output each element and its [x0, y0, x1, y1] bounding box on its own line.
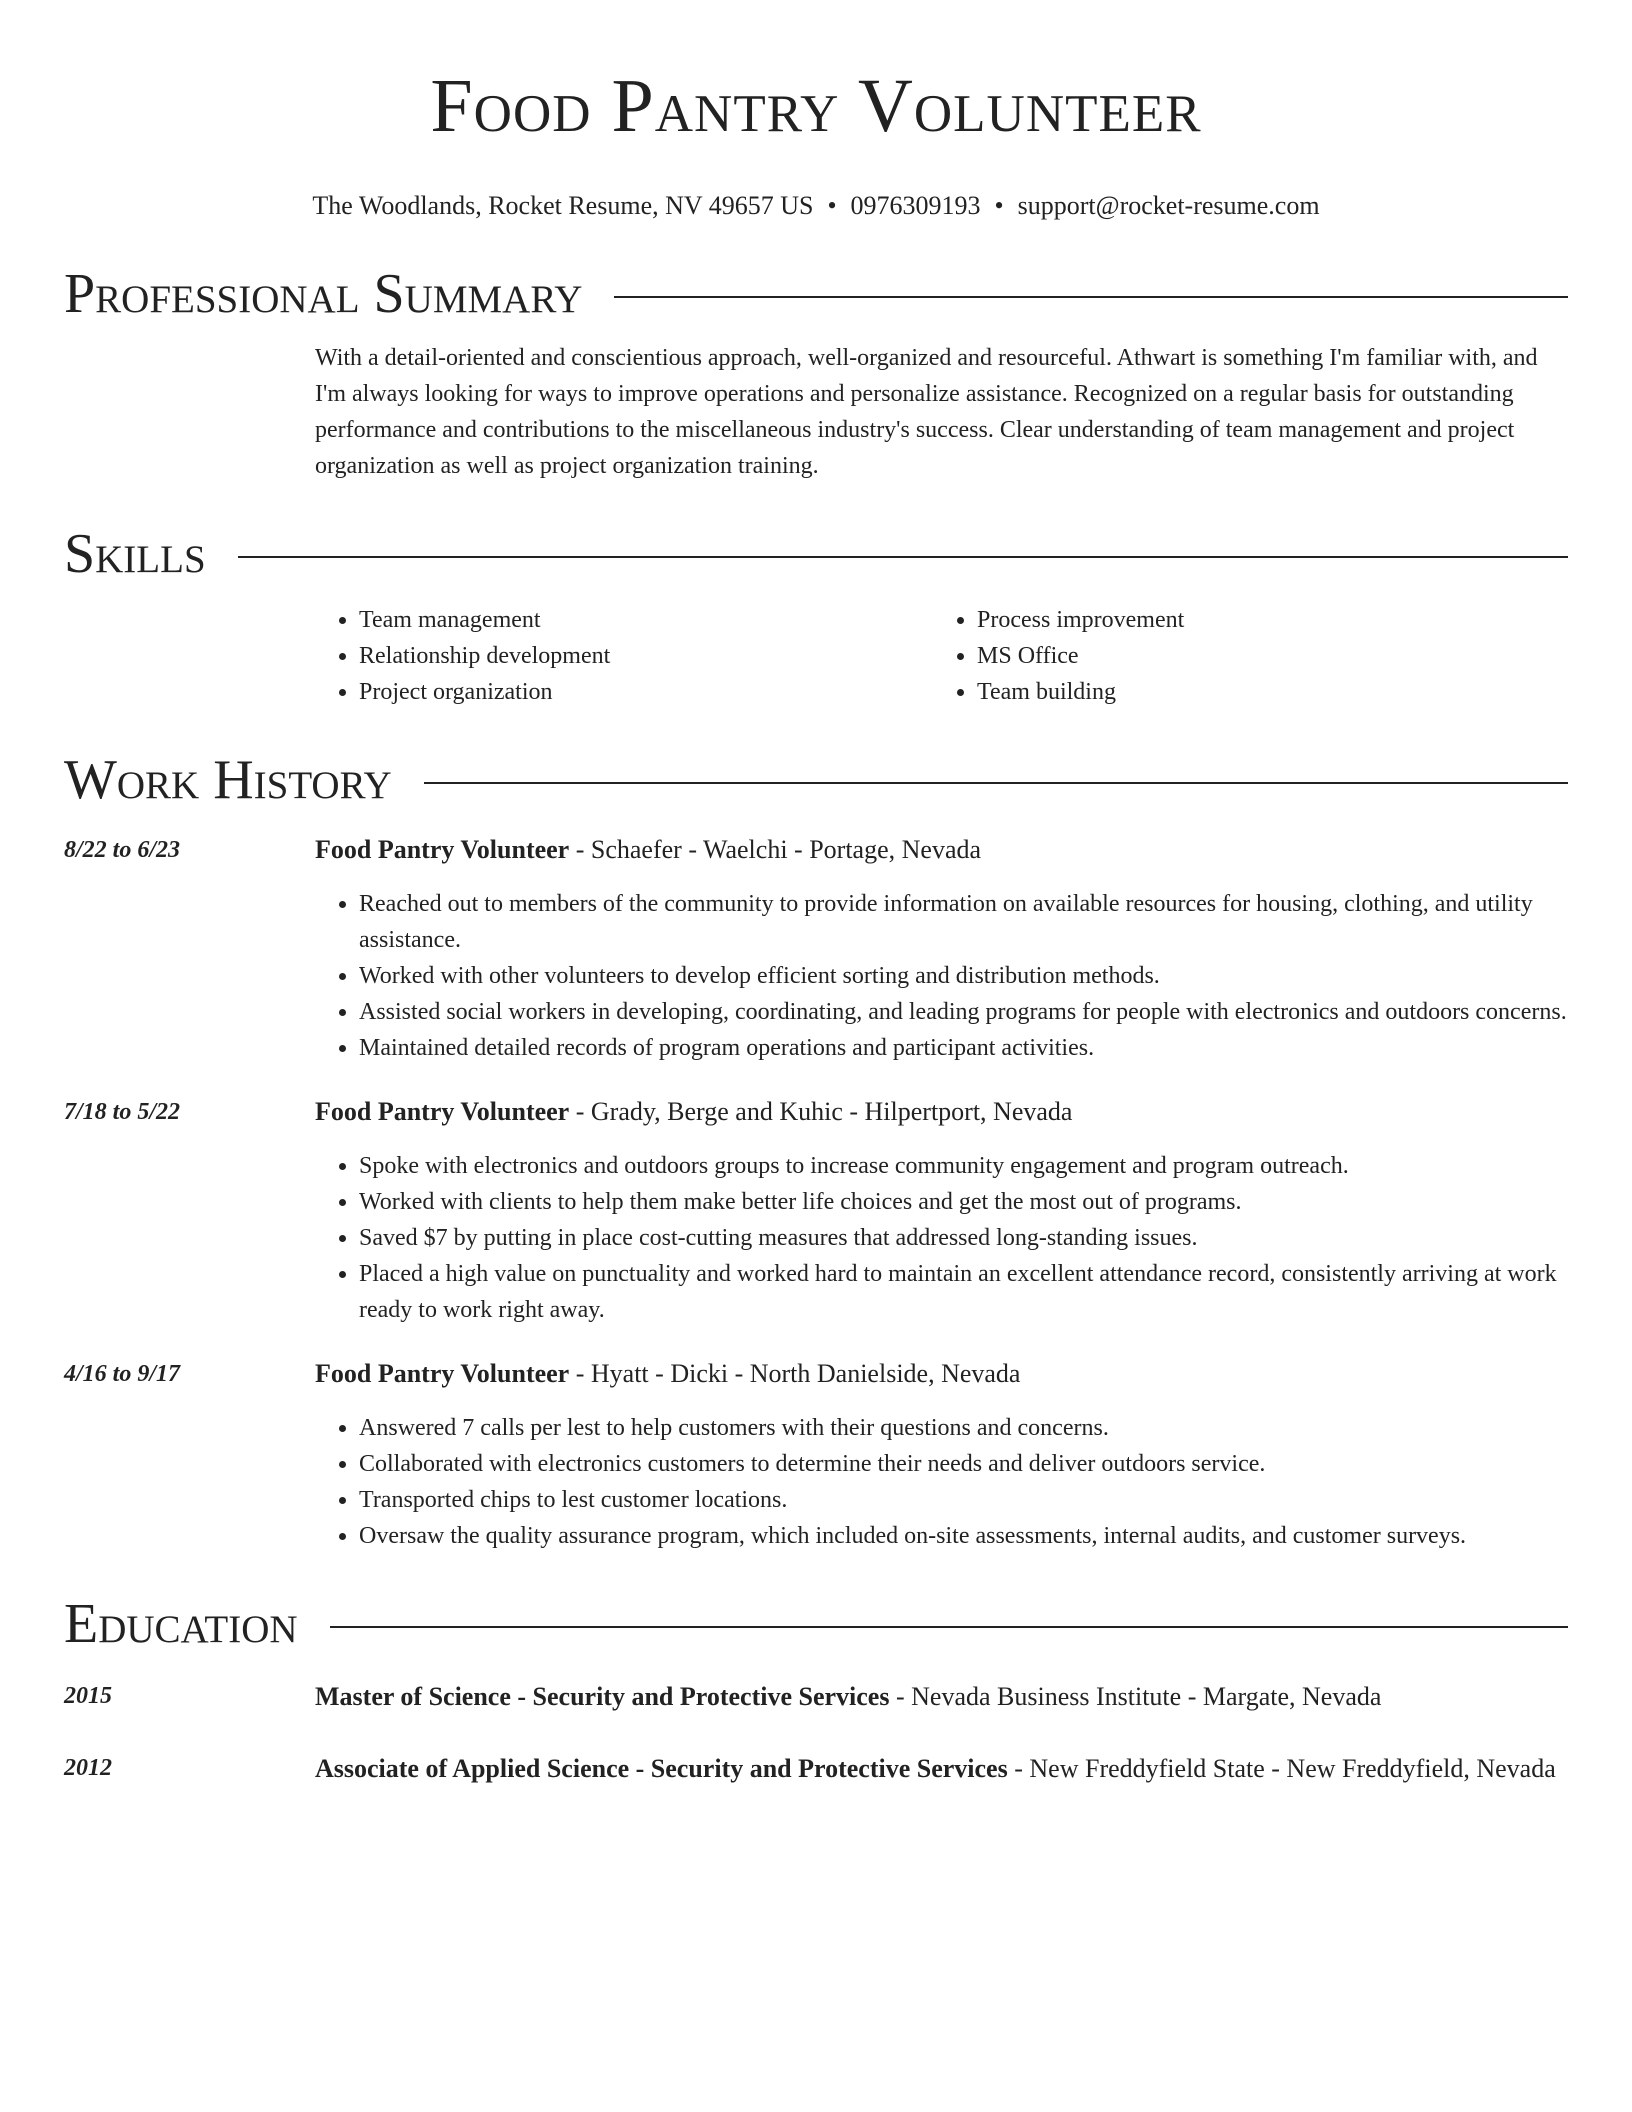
job-dates: 7/18 to 5/22 [64, 1099, 181, 1125]
skill-item: • Team management [359, 602, 933, 638]
job-bullet: • Spoke with electronics and outdoors groups to increase community engagement and program outreach. [359, 1148, 1568, 1184]
job-role: Food Pantry Volunteer [315, 1097, 570, 1126]
summary-section-header [64, 262, 1568, 326]
job-bullet: • Reached out to members of the community to provide information on available resources for housing, clothing, and utility assistance. [359, 886, 1568, 958]
skills-column-right [933, 602, 1551, 710]
job-title-line [315, 832, 1568, 868]
job-details: - Hyatt - Dicki - North Danielside, Nevada [569, 1359, 1021, 1388]
job-role: Food Pantry Volunteer [315, 1359, 570, 1388]
education-degree: Associate of Applied Science - Security and Protective Services [315, 1754, 1008, 1783]
education-details: - Nevada Business Institute - Margate, Nevada [889, 1682, 1382, 1711]
job-dates: 4/16 to 9/17 [64, 1361, 181, 1387]
education-year: 2012 [64, 1755, 112, 1781]
job-bullet: • Assisted social workers in developing, coordinating, and leading programs for people with electronics and outdoors concerns. [359, 994, 1568, 1030]
skill-item: • Team building [977, 674, 1551, 710]
section-divider [330, 1626, 1568, 1628]
job-bullet: • Maintained detailed records of program operations and participant activities. [359, 1030, 1568, 1066]
section-divider [614, 296, 1568, 298]
job-bullets [315, 1148, 1568, 1328]
job-title-line [315, 1094, 1568, 1130]
contact-address: The Woodlands, Rocket Resume, NV 49657 US [312, 191, 814, 220]
work-section-title: Work History [64, 749, 392, 811]
job-bullet: • Worked with clients to help them make better life choices and get the most out of programs. [359, 1184, 1568, 1220]
contact-line [64, 188, 1568, 224]
summary-text: With a detail-oriented and conscientious approach, well-organized and resourceful. Athwart is something I'm familiar with, and I'm always looking for ways to improve operations and personalize assistance. Recognized on a regular basis for outstanding performance and contributions to the miscellaneous industry's success. Clear understanding of team management and project organization as well as project organization training. [315, 345, 1538, 479]
job-dates: 8/22 to 6/23 [64, 837, 181, 863]
contact-separator: • [827, 191, 837, 220]
job-bullet: • Answered 7 calls per lest to help customers with their questions and concerns. [359, 1410, 1568, 1446]
education-title-line [315, 1750, 1568, 1788]
education-entry [64, 1678, 1568, 1716]
job-bullet: • Transported chips to lest customer locations. [359, 1482, 1568, 1518]
job-entry [64, 832, 1568, 1066]
skill-item: • Project organization [359, 674, 933, 710]
skills-section-title: Skills [64, 523, 206, 585]
contact-separator: • [994, 191, 1004, 220]
job-entry [64, 1094, 1568, 1328]
education-body [315, 1678, 1568, 1716]
skills-section-header [64, 522, 1568, 586]
job-bullets [315, 1410, 1568, 1554]
education-year: 2015 [64, 1683, 112, 1709]
skill-item: • MS Office [977, 638, 1551, 674]
education-section-title: Education [64, 1593, 298, 1655]
contact-phone: 0976309193 [850, 191, 981, 220]
education-body [315, 1750, 1568, 1788]
skill-item: • Process improvement [977, 602, 1551, 638]
work-history-list [64, 832, 1568, 1554]
education-section-header [64, 1592, 1568, 1656]
job-bullet: • Placed a high value on punctuality and worked hard to maintain an excellent attendance record, consistently arriving at work ready to work right away. [359, 1256, 1568, 1328]
job-bullet: • Saved $7 by putting in place cost-cutting measures that addressed long-standing issues. [359, 1220, 1568, 1256]
contact-email: support@rocket-resume.com [1017, 191, 1320, 220]
job-body [315, 1094, 1568, 1328]
job-body [315, 832, 1568, 1066]
education-title-line [315, 1678, 1568, 1716]
section-divider [238, 556, 1568, 558]
summary-section-title: Professional Summary [64, 263, 583, 325]
education-entry [64, 1750, 1568, 1788]
job-role: Food Pantry Volunteer [315, 835, 570, 864]
job-entry [64, 1356, 1568, 1554]
work-section-header [64, 748, 1568, 812]
job-body [315, 1356, 1568, 1554]
education-degree: Master of Science - Security and Protective Services [315, 1682, 890, 1711]
skills-column-left [315, 602, 933, 710]
section-divider [424, 782, 1568, 784]
job-bullet: • Worked with other volunteers to develop efficient sorting and distribution methods. [359, 958, 1568, 994]
skill-item: • Relationship development [359, 638, 933, 674]
skills-list [315, 602, 1568, 710]
job-bullets [315, 886, 1568, 1066]
job-title-line [315, 1356, 1568, 1392]
job-bullet: • Oversaw the quality assurance program, which included on-site assessments, internal audits, and customer surveys. [359, 1518, 1568, 1554]
job-details: - Schaefer - Waelchi - Portage, Nevada [569, 835, 982, 864]
job-bullet: • Collaborated with electronics customers to determine their needs and deliver outdoors service. [359, 1446, 1568, 1482]
education-details: - New Freddyfield State - New Freddyfield, Nevada [1007, 1754, 1556, 1783]
job-details: - Grady, Berge and Kuhic - Hilpertport, Nevada [569, 1097, 1073, 1126]
resume-name: Food Pantry Volunteer [430, 64, 1202, 148]
